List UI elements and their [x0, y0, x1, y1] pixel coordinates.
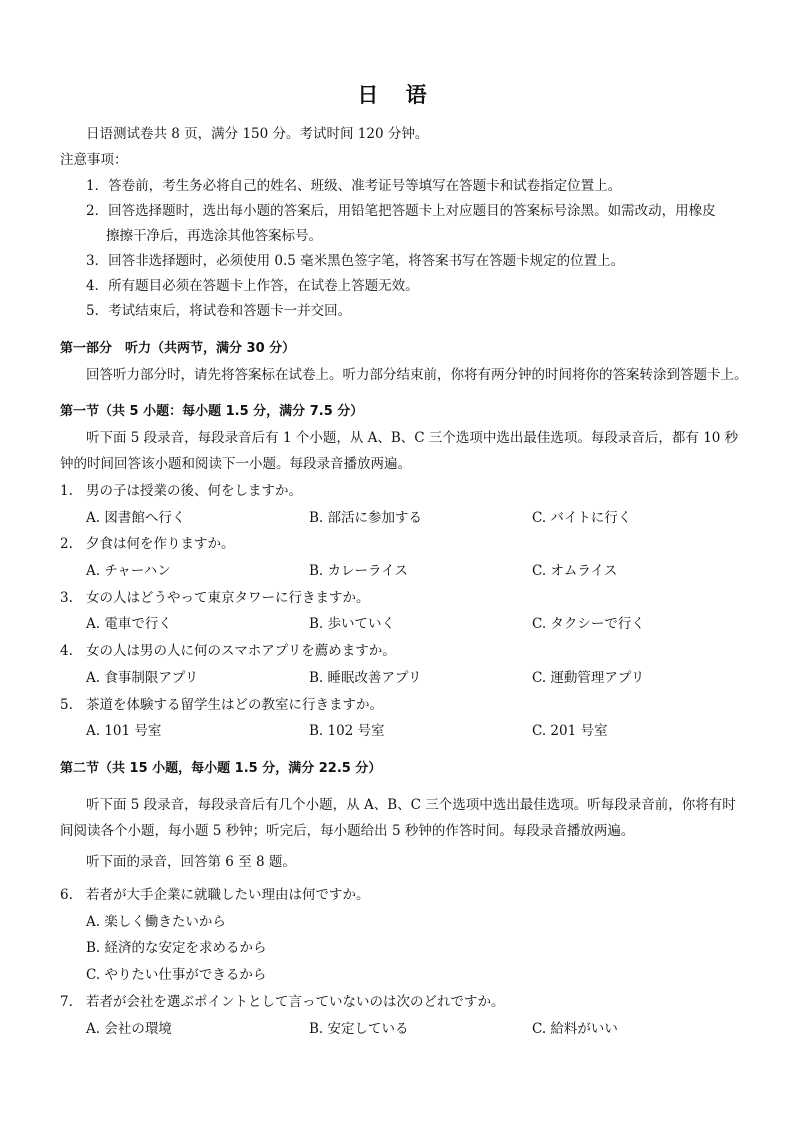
- note-item: 2．回答选择题时，选出每小题的答案后，用铅笔把答题卡上对应题目的答案标号涂黑。如需改动，用橡皮: [86, 203, 716, 219]
- option-b: B. 睡眠改善アプリ: [309, 670, 422, 686]
- option-c: C. 給料がいい: [532, 1021, 618, 1037]
- note-item: 1．答卷前，考生务必将自己的姓名、班级、准考证号等填写在答题卡和试卷指定位置上。: [86, 178, 622, 194]
- intro-text: 日语测试卷共 8 页，满分 150 分。考试时间 120 分钟。: [86, 126, 429, 142]
- question-number: 5.: [60, 697, 73, 713]
- question-text: 茶道を体験する留学生はどの教室に行きますか。: [86, 697, 383, 713]
- question-number: 3.: [60, 590, 73, 606]
- option-a: A. 会社の環境: [86, 1021, 172, 1037]
- option-b: B. 経済的な安定を求めるから: [86, 940, 267, 956]
- page-title: 日 语: [357, 83, 437, 107]
- question-text: 夕食は何を作りますか。: [86, 536, 235, 552]
- note-item: 5．考试结束后，将试卷和答题卡一并交回。: [86, 303, 352, 319]
- part1-instruction: 回答听力部分时，请先将答案标在试卷上。听力部分结束前，你将有两分钟的时间将你的答案转涂到答题卡上。: [86, 367, 748, 383]
- section2-instruction: 听下面 5 段录音，每段录音后有几个小题，从 A、B、C 三个选项中选出最佳选项。听每段录音前，你将有时: [86, 797, 736, 813]
- note-item: 4．所有题目必须在答题卡上作答，在试卷上答题无效。: [86, 278, 419, 294]
- question-number: 4.: [60, 643, 73, 659]
- option-c: C. 201 号室: [532, 723, 608, 739]
- option-a: A. チャーハン: [86, 563, 171, 579]
- option-c: C. オムライス: [532, 563, 618, 579]
- question-number: 7.: [60, 994, 73, 1010]
- question-text: 若者が大手企業に就職したい理由は何ですか。: [86, 887, 370, 903]
- listen-prompt: 听下面的录音，回答第 6 至 8 题。: [86, 854, 296, 870]
- part1-heading: 第一部分 听力（共两节，满分 30 分）: [60, 341, 296, 356]
- section1-heading: 第一节（共 5 小题：每小题 1.5 分，满分 7.5 分）: [60, 404, 364, 419]
- section2-heading: 第二节（共 15 小题，每小题 1.5 分，满分 22.5 分）: [60, 761, 382, 776]
- option-b: B. 安定している: [309, 1021, 409, 1037]
- question-number: 1.: [60, 483, 73, 499]
- notes-heading: 注意事项：: [60, 152, 128, 168]
- section2-instruction-cont: 间阅读各个小题，每小题 5 秒钟；听完后，每小题给出 5 秒钟的作答时间。每段录音播放两遍。: [60, 823, 635, 839]
- question-number: 2.: [60, 536, 73, 552]
- section1-instruction-cont: 钟的时间回答该小题和阅读下一小题。每段录音播放两遍。: [60, 456, 411, 472]
- option-a: A. 図書館へ行く: [86, 510, 186, 526]
- note-item: 3．回答非选择题时，必须使用 0.5 毫米黑色签字笔，将答案书写在答题卡规定的位置上。: [86, 253, 625, 269]
- option-b: B. カレーライス: [309, 563, 408, 579]
- option-c: C. やりたい仕事ができるから: [86, 967, 267, 983]
- question-text: 女の人はどうやって東京タワーに行きますか。: [86, 590, 370, 606]
- question-text: 若者が会社を選ぶポイントとして言っていないのは次のどれですか。: [86, 994, 505, 1010]
- option-c: C. バイトに行く: [532, 510, 632, 526]
- option-c: C. タクシーで行く: [532, 616, 645, 632]
- option-b: B. 部活に参加する: [309, 510, 423, 526]
- option-b: B. 102 号室: [309, 723, 385, 739]
- option-a: A. 食事制限アプリ: [86, 670, 199, 686]
- question-text: 男の子は授業の後、何をしますか。: [86, 483, 302, 499]
- option-a: A. 101 号室: [86, 723, 162, 739]
- question-text: 女の人は男の人に何のスマホアプリを薦めますか。: [86, 643, 396, 659]
- option-b: B. 歩いていく: [309, 616, 396, 632]
- option-a: A. 電車で行く: [86, 616, 172, 632]
- section1-instruction: 听下面 5 段录音，每段录音后有 1 个小题，从 A、B、C 三个选项中选出最佳选项。每段录音后，都有 10 秒: [86, 430, 739, 446]
- option-a: A. 楽しく働きたいから: [86, 914, 226, 930]
- option-c: C. 運動管理アプリ: [532, 670, 645, 686]
- note-item-continuation: 擦擦干净后，再选涂其他答案标号。: [106, 228, 322, 244]
- question-number: 6.: [60, 887, 73, 903]
